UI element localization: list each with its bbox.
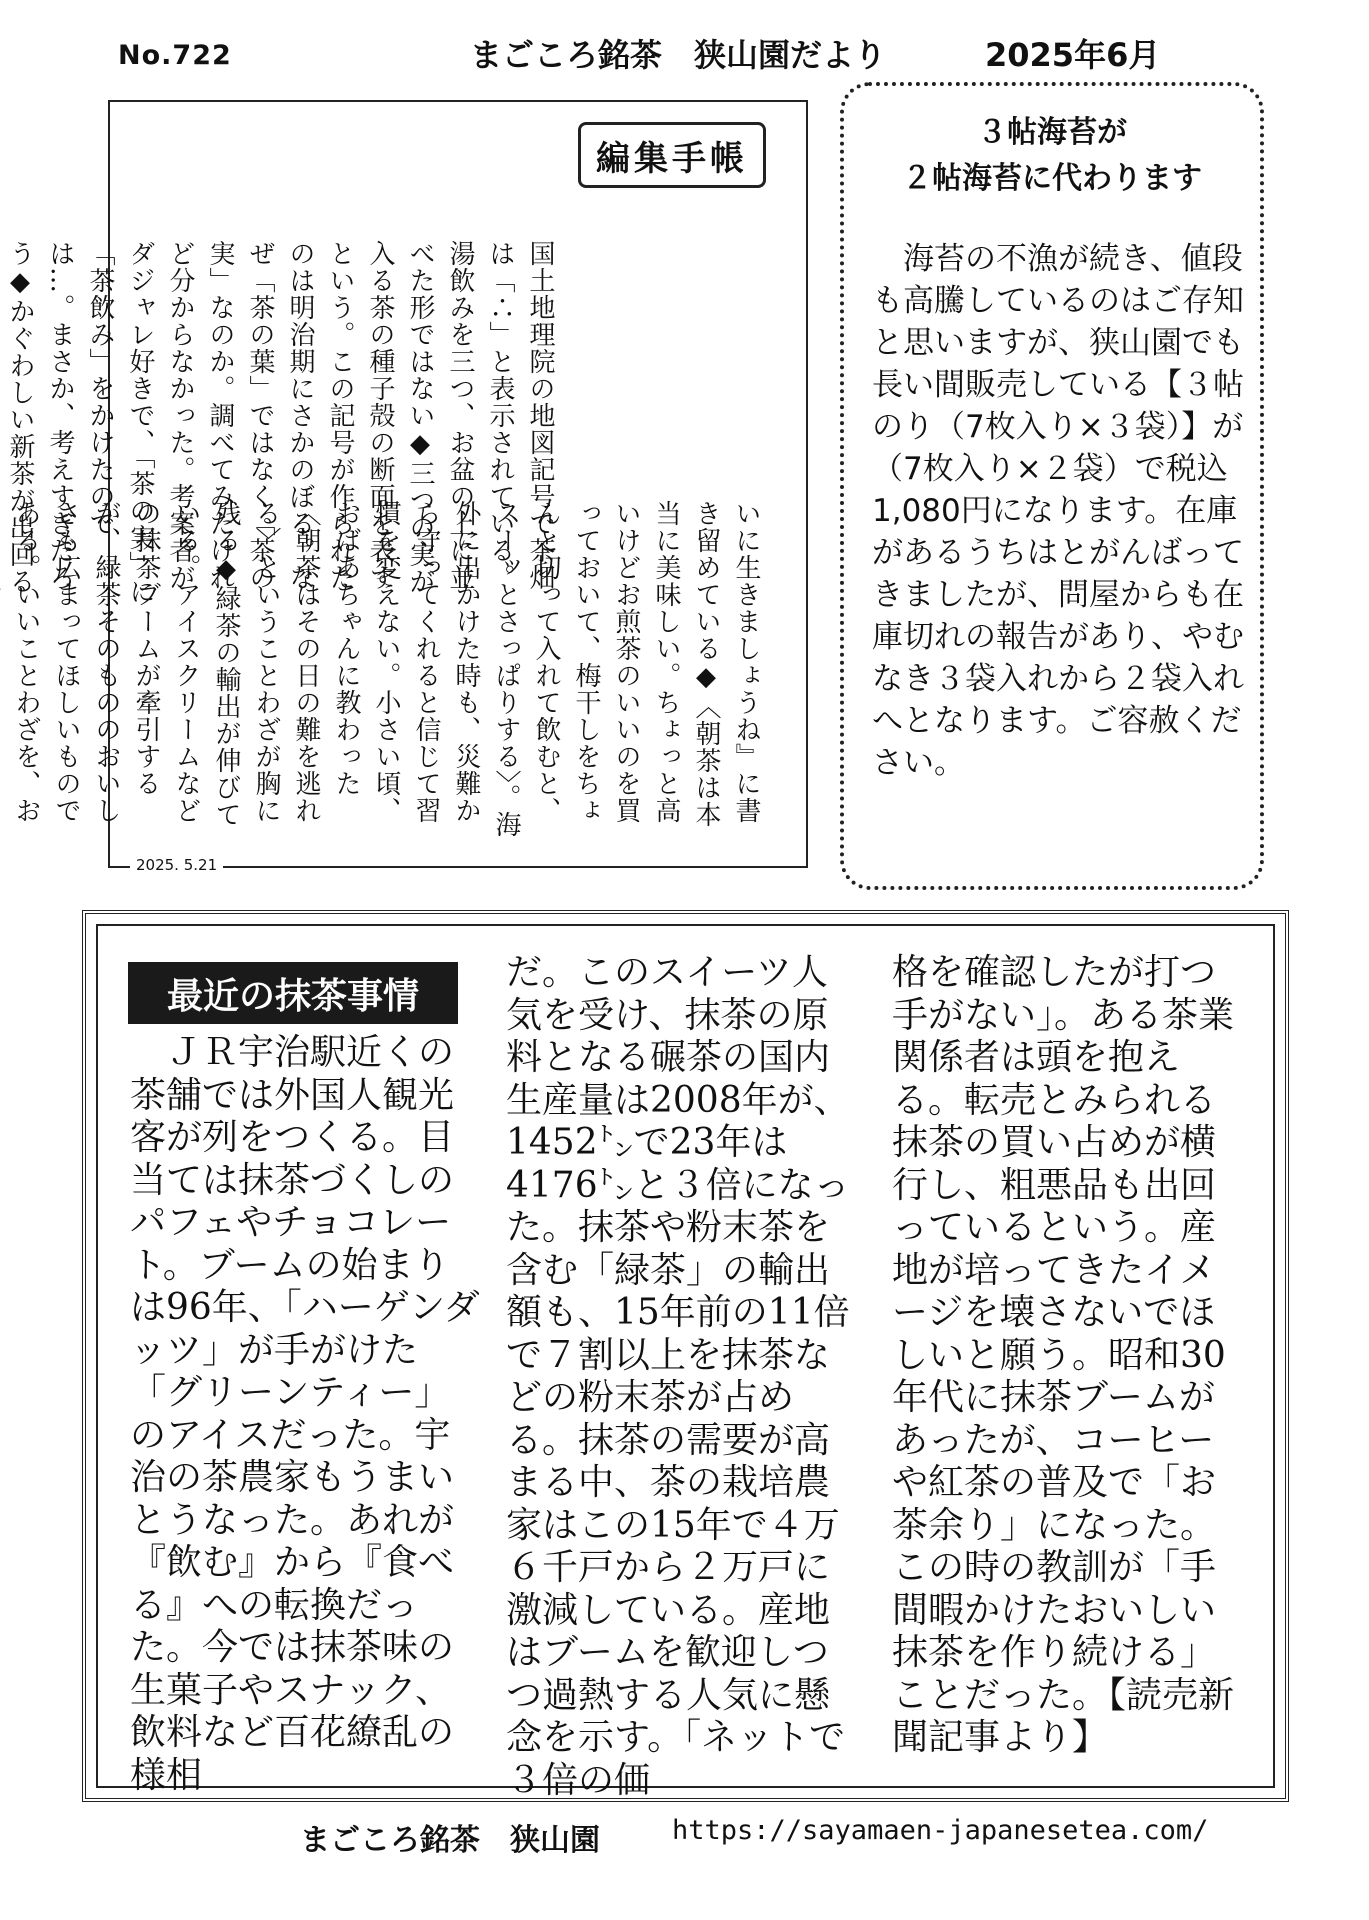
footer-shop-name: まごころ銘茶 狭山園 [300, 1823, 600, 1858]
article-column-2: だ。このスイーツ人気を受け、抹茶の原料となる碾茶の国内生産量は2008年が、1452㌧で23年は4176㌧と３倍になった。抹茶や粉末茶を含む「緑茶」の輸出額も、15年前の11倍で７割以上を抹茶などの粉末茶が占める。抹茶の需要が高まる中、茶の栽培農家はこの15年で４万６千戸から２万戸に激減している。産地はブームを歓迎しつつ過熱する人気に懸念を示す。「ネットで３倍の価 [506, 952, 850, 1801]
editorial-column-a: 国土地理院の地図記号で茶畑は「∴」と表示されている。湯飲みを三つ、お盆の上に並べた形ではない◆三つの実が入る茶の種子殻の断面を表すという。この記号が作られたのは明治期にさかのぼる。なぜ「茶の葉」ではなく「茶の実」なのか。調べてみたけれど分からなかった。考案者がダジャレ好きで、「茶の実」に「茶飲み」をかけたのでは…。まさか、考えすぎだろう◆かぐわしい新茶が出回る [5, 240, 555, 605]
article-column-3: 格を確認したが打つ手がない」。ある茶業関係者は頭を抱える。転売とみられる抹茶の買い占めが横行し、粗悪品も出回っているという。産地が培ってきたイメージを壊さないでほしいと願う。昭和30年代に抹茶ブームがあったが、コーヒーや紅茶の普及で「お茶余り」になった。この時の教訓が「手間暇かけたおいしい抹茶を作り続ける」ことだった。【読売新聞記事より】 [892, 952, 1235, 1758]
article-column-1: ＪＲ宇治駅近くの茶舗では外国人観光客が列をつくる。目当ては抹茶づくしのパフェやチョコレート。ブームの始まりは96年、「ハーゲンダッツ」が手がけた「グリーンティー」のアイスだった。宇治の茶農家もうまいとうなった。あれが『飲む』から『食べる』への転換だった。今では抹茶味の生菓子やスナック、飲料など百花繚乱の様相 [130, 1032, 480, 1796]
footer-url[interactable]: https://sayamaen-japanesetea.com/ [672, 1815, 1209, 1846]
editorial-column-b: いに生きましょうね』に書き留めている◆〈朝茶は本当に美味しい。ちょっと高いけどお煎茶のいいのを買っておいて、梅干しをちょんと切って入れて飲むと、スーッとさっぱりする〉。海外に出かけた時も、災難から守ってくれると信じて習慣を変えない。小さい頃、おばあちゃんに教わった〈朝茶はその日の難を逃れる〉ということわざが胸に残る◆緑茶の輸出が伸びている。アイスクリームなどの抹茶ブームが牽引するが、緑茶そのもののおいしさも広まってほしいものである。いいことわざを、お [11, 500, 761, 838]
editorial-badge: 編集手帳 [578, 122, 766, 188]
editorial-date-stamp: 2025. 5.21 [130, 856, 223, 874]
newsletter-title: まごころ銘茶 狭山園だより [470, 36, 887, 74]
notice-body: 海苔の不漁が続き、値段も高騰しているのはご存知と思いますが、狭山園でも長い間販売している【３帖のり（7枚入り×３袋）】が（7枚入り×２袋）で税込1,080円になります。在庫があるうちはとがんばってきましたが、問屋からも在庫切れの報告があり、やむなき３袋入れから２袋入れへとなります。ご容赦ください。 [872, 241, 1244, 781]
notice-title-line1: ３帖海苔が [977, 115, 1127, 150]
notice-title-line2: ２帖海苔に代わります [902, 161, 1202, 196]
issue-number: No.722 [118, 40, 232, 71]
notice-title [840, 110, 1264, 202]
article-heading: 最近の抹茶事情 [128, 962, 458, 1024]
issue-date: 2025年6月 [985, 36, 1161, 74]
